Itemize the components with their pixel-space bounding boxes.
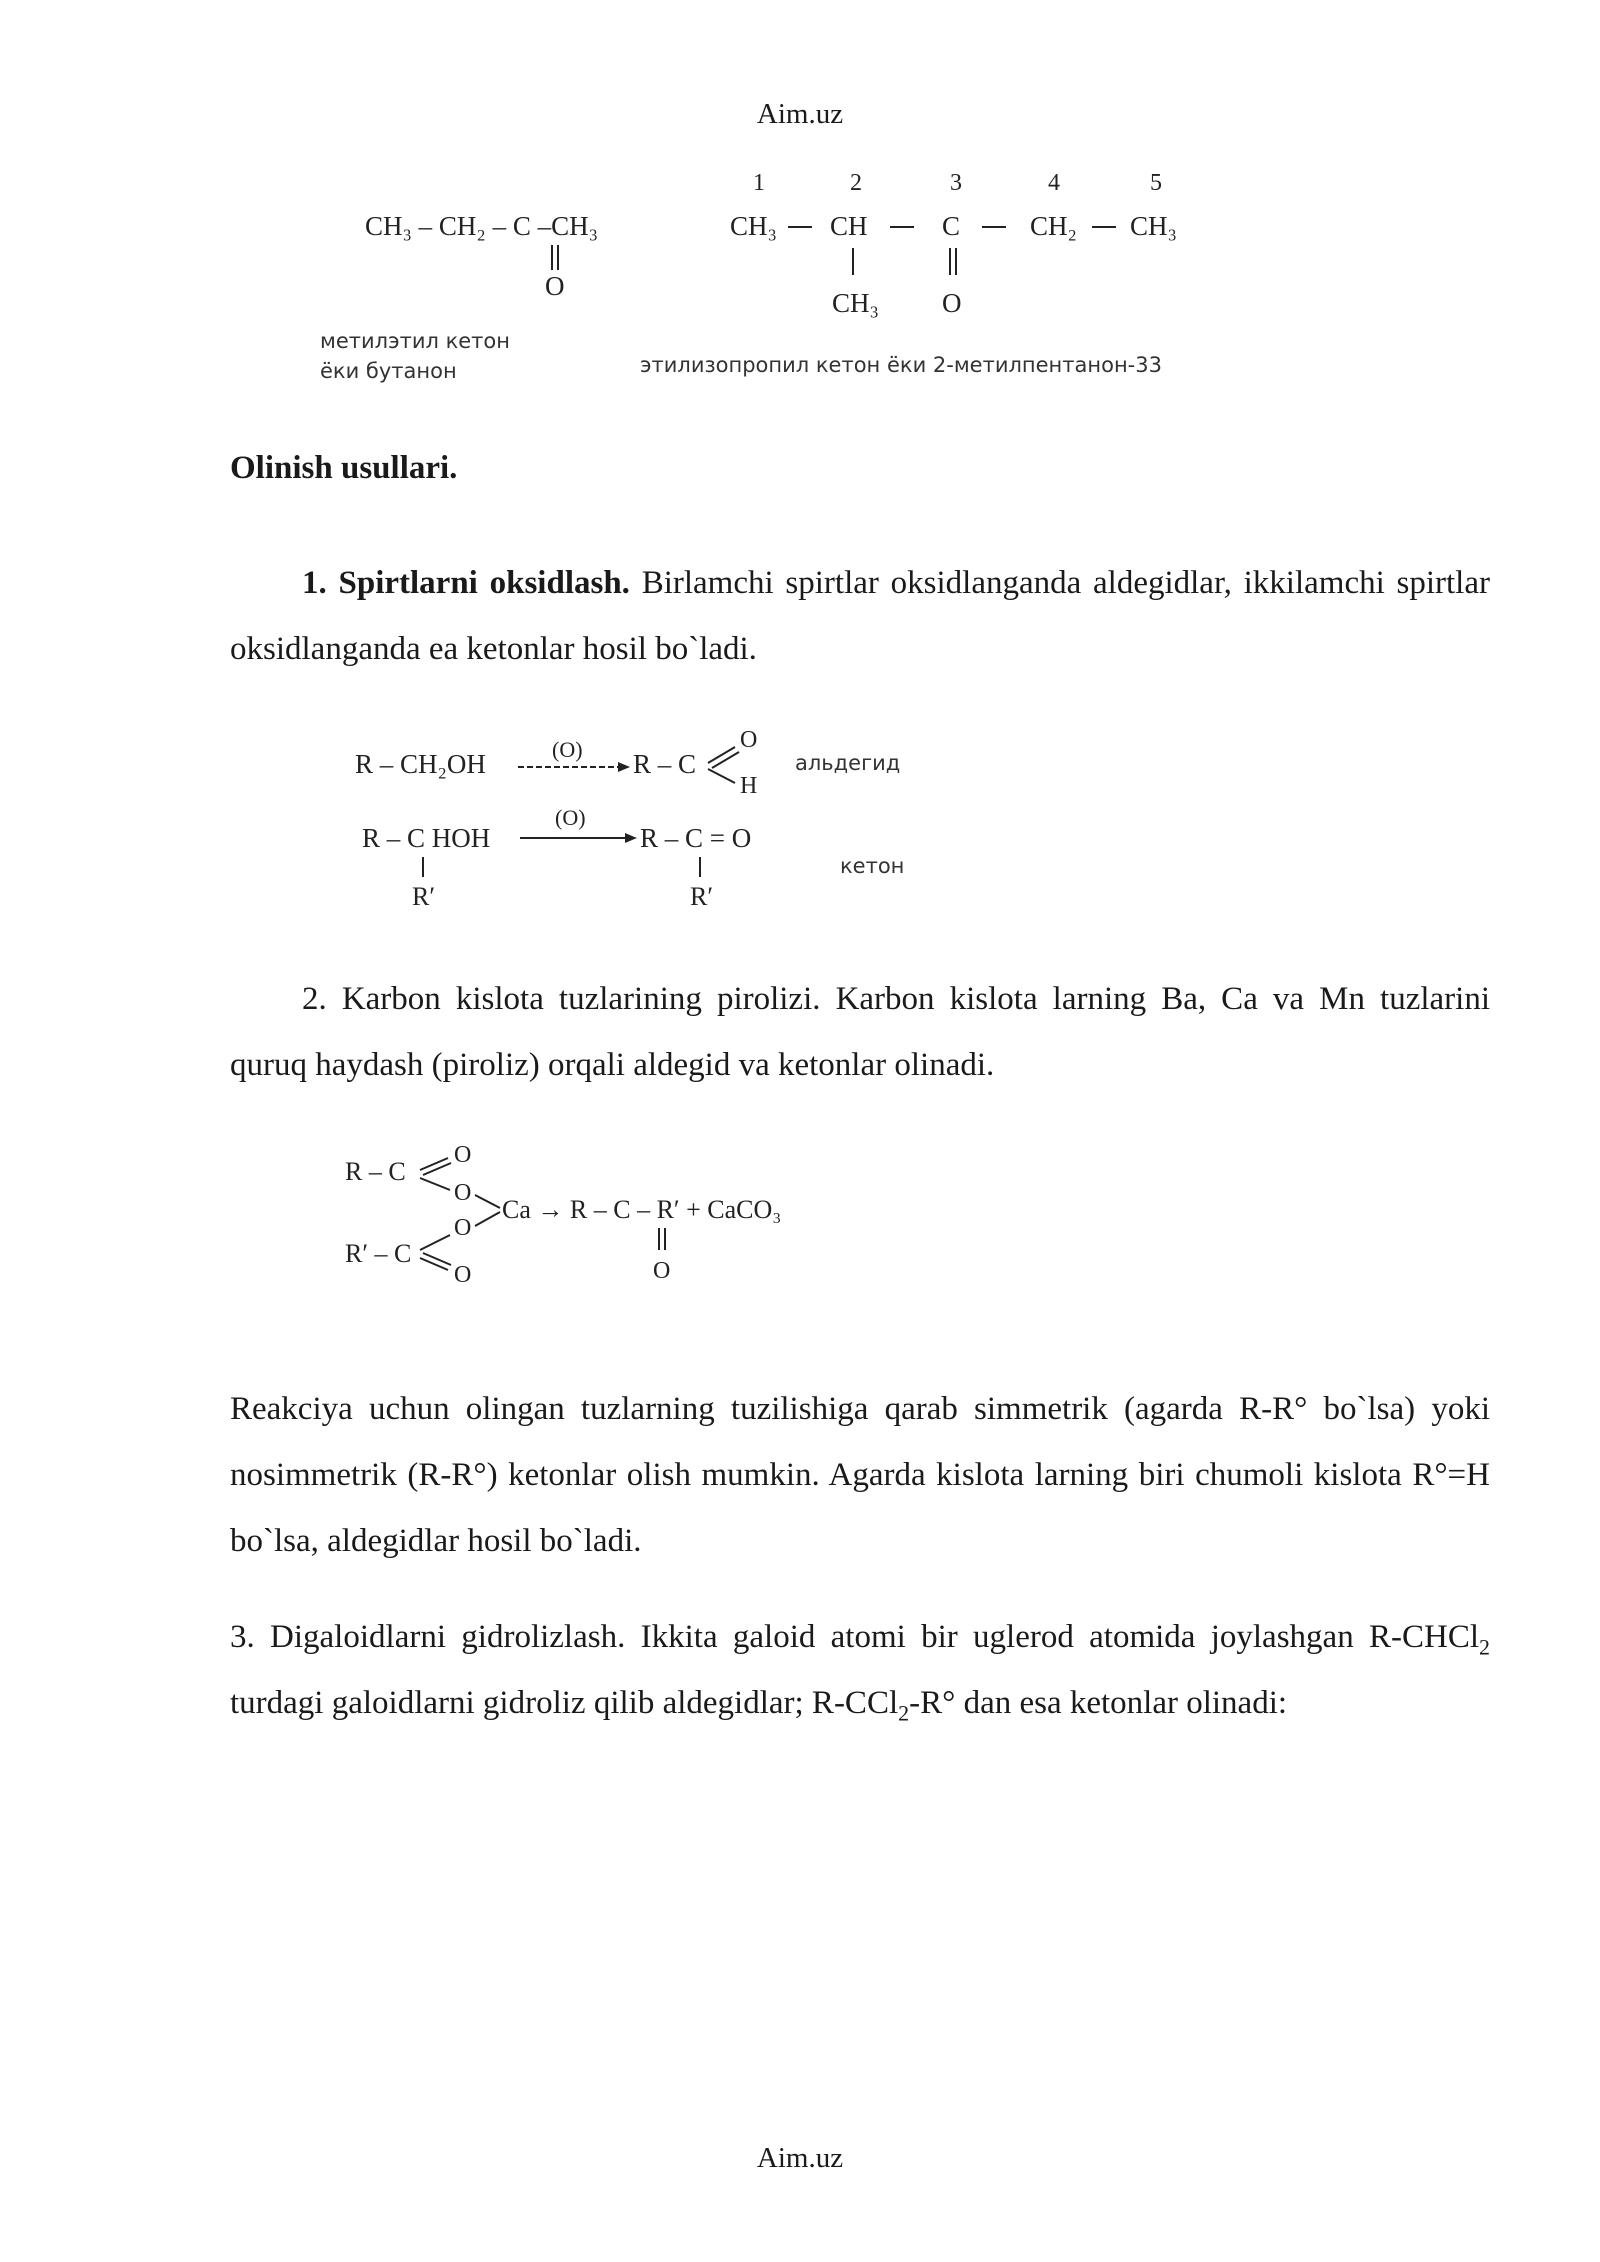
oxidant-label-2: (O) bbox=[555, 805, 586, 830]
reakciya-paragraph: Reakciya uchun olingan tuzlarning tuzilishiga qarab simmetrik (agarda R-R° bo`lsa) yoki nosimmetrik (R-R°) ketonlar olish mumkin. Agarda kislota larning biri chumoli kislota R°=H bo`lsa, aldegidlar hosil bo`ladi. bbox=[230, 1391, 1490, 1559]
section-2-paragraph: 2. Karbon kislota tuzlarining pirolizi. Karbon kislota larning Ba, Ca va Mn tuzlarini quruq haydash (piroliz) orqali aldegid va ketonlar olinadi. bbox=[230, 981, 1490, 1083]
page-footer: Aim.uz bbox=[756, 2142, 844, 2174]
carbonyl-oxygen-2: O bbox=[454, 1262, 472, 1288]
group-4: CH₂ bbox=[1030, 211, 1077, 241]
section-3-part-2: turdagi galoidlarni gidroliz qilib aldegidlar; R-CCl bbox=[230, 1685, 899, 1721]
ester-oxygen-2: O bbox=[454, 1215, 472, 1241]
aldehyde-word: альдегид bbox=[795, 751, 901, 775]
oxidant-label-1: (O) bbox=[552, 737, 583, 762]
group-3: C bbox=[942, 211, 961, 241]
aldehyde-carbon: R – C bbox=[633, 749, 697, 779]
section-3-paragraph bbox=[230, 1604, 1490, 1736]
group-5: CH₃ bbox=[1130, 211, 1177, 241]
section-1-title: 1. Spirtlarni oksidlash. bbox=[302, 565, 630, 601]
carbon-number-2: 2 bbox=[850, 170, 862, 196]
butanone-caption-2: ёки бутанон bbox=[320, 359, 457, 383]
carbonyl-oxygen-1: O bbox=[454, 1142, 472, 1168]
calcium-reaction: Ca → R – C – R′ + CaCO₃ bbox=[502, 1195, 782, 1224]
pentanone-oxygen: O bbox=[942, 288, 962, 318]
salt-pyrolysis-figure bbox=[340, 1140, 900, 1300]
group-1: CH₃ bbox=[730, 211, 777, 241]
carbon-number-5: 5 bbox=[1150, 170, 1162, 196]
r-prime-right: R′ bbox=[690, 882, 714, 911]
acid-residue-2: R′ – C bbox=[345, 1239, 412, 1268]
acid-residue-1: R – C bbox=[345, 1157, 406, 1186]
alcohol-oxidation-figure bbox=[350, 725, 950, 925]
product-oxygen: O bbox=[653, 1258, 671, 1284]
carbon-number-1: 1 bbox=[753, 170, 765, 196]
section-3-subscript-2: 2 bbox=[898, 1700, 910, 1726]
butanone-caption-1: метилэтил кетон bbox=[320, 329, 510, 353]
section-3-subscript-1: 2 bbox=[1479, 1634, 1490, 1660]
ketone-structures-figure bbox=[320, 160, 1220, 400]
carbon-number-3: 3 bbox=[950, 170, 962, 196]
aldehyde-oxygen: O bbox=[740, 727, 758, 753]
group-2: CH bbox=[830, 211, 868, 241]
branch-methyl: CH₃ bbox=[832, 288, 879, 318]
section-heading: Olinish usullari. bbox=[230, 450, 458, 486]
section-1-paragraph bbox=[230, 550, 1490, 682]
butanone-formula: CH₃ – CH₂ – C –CH₃ bbox=[365, 211, 599, 241]
butanone-oxygen: O bbox=[545, 271, 565, 301]
carbon-number-4: 4 bbox=[1048, 170, 1060, 196]
r-prime-left: R′ bbox=[412, 882, 436, 911]
section-1-text: Birlamchi spirtlar oksidlanganda aldegidlar, ikkilamchi spirtlar oksidlanganda ea ketonlar hosil bo`ladi. bbox=[230, 565, 1490, 667]
pentanone-caption: этилизопропил кетон ёки 2-метилпентанон-33 bbox=[640, 353, 1162, 377]
section-3-part-3: -R° dan esa ketonlar olinadi: bbox=[909, 1685, 1288, 1721]
ester-oxygen-1: O bbox=[454, 1180, 472, 1206]
ketone-product: R – C = O bbox=[640, 823, 752, 853]
primary-alcohol: R – CH₂OH bbox=[355, 749, 486, 779]
secondary-alcohol: R – C HOH bbox=[362, 823, 491, 853]
section-3-part-1: 3. Digaloidlarni gidrolizlash. Ikkita galoid atomi bir uglerod atomida joylashgan R-CHCl bbox=[230, 1619, 1479, 1655]
ketone-word: кетон bbox=[840, 854, 905, 878]
aldehyde-hydrogen: H bbox=[740, 773, 758, 799]
page-header: Aim.uz bbox=[756, 98, 844, 130]
